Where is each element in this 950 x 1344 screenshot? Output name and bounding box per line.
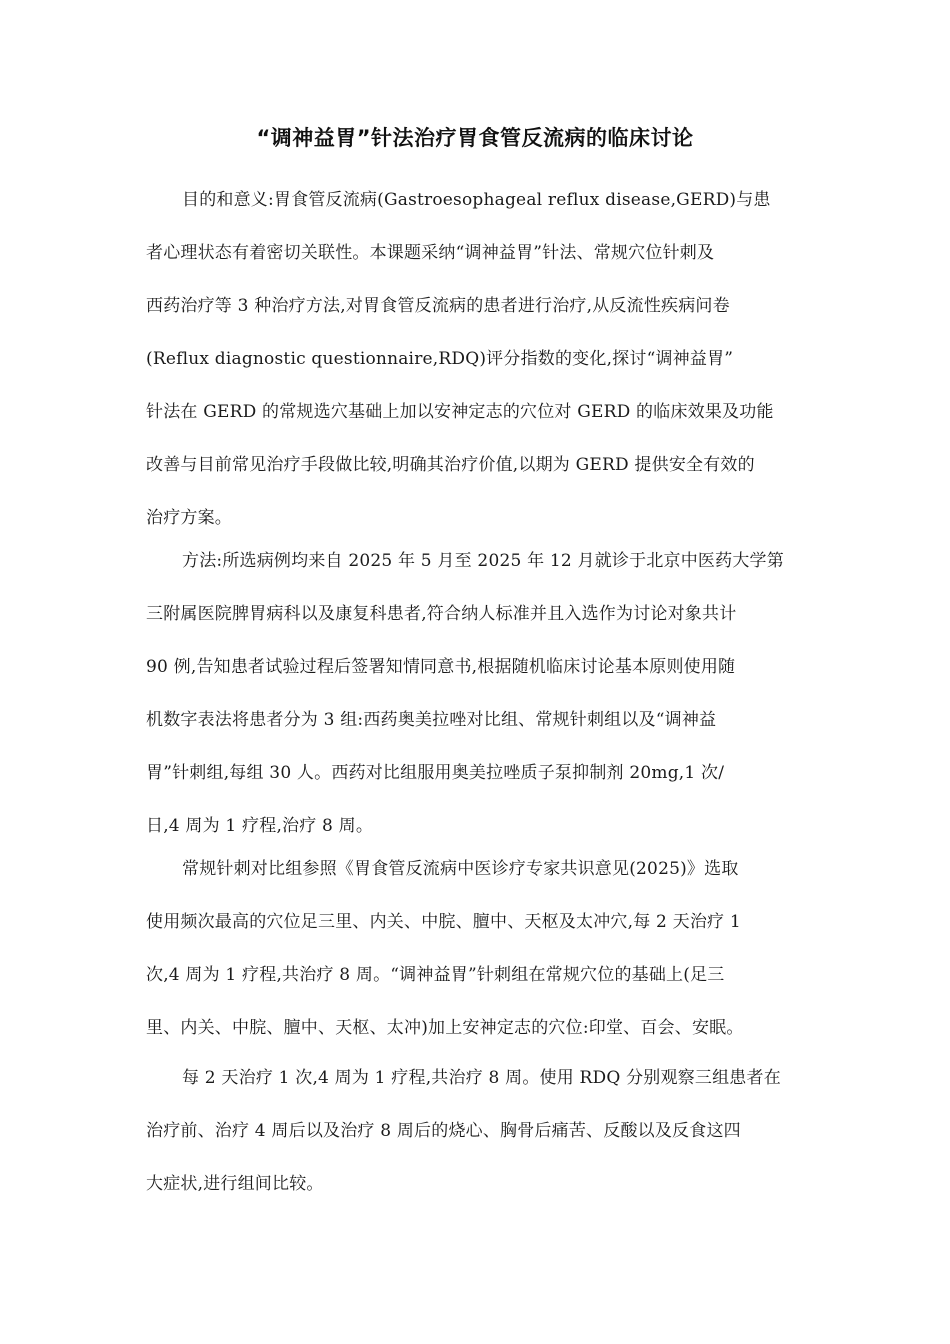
text-line: 西药治疗等 3 种治疗方法,对胃食管反流病的患者进行治疗,从反流性疾病问卷 [146, 296, 730, 316]
text-line: 治疗前、治疗 4 周后以及治疗 8 周后的烧心、胸骨后痛苦、反酸以及反食这四 [146, 1121, 741, 1141]
text-line: 胃”针刺组,每组 30 人。西药对比组服用奥美拉唑质子泵抑制剂 20mg,1 次/ [146, 763, 725, 783]
text-line: 改善与目前常见治疗手段做比较,明确其治疗价值,以期为 GERD 提供安全有效的 [146, 455, 755, 475]
text-line: 方法:所选病例均来自 2025 年 5 月至 2025 年 12 月就诊于北京中医药大学第 [182, 551, 784, 571]
paragraph-observation [146, 1070, 806, 1193]
text-line: 目的和意义:胃食管反流病(Gastroesophageal reflux disease,GERD)与患 [182, 190, 771, 210]
text-line: 机数字表法将患者分为 3 组:西药奥美拉唑对比组、常规针刺组以及“调神益 [146, 710, 717, 730]
paragraph-methods [146, 553, 806, 835]
text-line: 次,4 周为 1 疗程,共治疗 8 周。“调神益胃”针刺组在常规穴位的基础上(足三 [146, 965, 725, 985]
text-line: 每 2 天治疗 1 次,4 周为 1 疗程,共治疗 8 周。使用 RDQ 分别观察三组患者在 [182, 1068, 781, 1088]
text-line: 使用频次最高的穴位足三里、内关、中脘、膻中、天枢及太冲穴,每 2 天治疗 1 [146, 912, 741, 932]
text-line: 大症状,进行组间比较。 [146, 1174, 324, 1194]
text-line: 针法在 GERD 的常规选穴基础上加以安神定志的穴位对 GERD 的临床效果及功能 [146, 402, 774, 422]
paragraph-acupuncture-groups [146, 861, 806, 1037]
text-line: 日,4 周为 1 疗程,治疗 8 周。 [146, 816, 374, 836]
text-line: 里、内关、中脘、膻中、天枢、太冲)加上安神定志的穴位:印堂、百会、安眠。 [146, 1018, 744, 1038]
paragraph-purpose [146, 192, 806, 527]
text-line: (Reflux diagnostic questionnaire,RDQ)评分指数的变化,探讨“调神益胃” [146, 349, 734, 369]
text-line: 治疗方案。 [146, 508, 232, 528]
text-line: 常规针刺对比组参照《胃食管反流病中医诊疗专家共识意见(2025)》选取 [182, 859, 739, 879]
text-line: 90 例,告知患者试验过程后签署知情同意书,根据随机临床讨论基本原则使用随 [146, 657, 736, 677]
document-title: “调神益胃”针法治疗胃食管反流病的临床讨论 [256, 126, 694, 150]
text-line: 三附属医院脾胃病科以及康复科患者,符合纳人标准并且入选作为讨论对象共计 [146, 604, 737, 624]
text-line: 者心理状态有着密切关联性。本课题采纳“调神益胃”针法、常规穴位针刺及 [146, 243, 715, 263]
